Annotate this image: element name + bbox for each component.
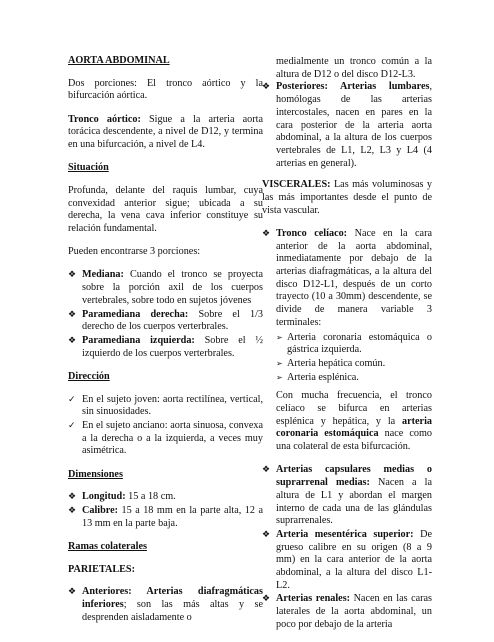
diamond-bullet-icon: ❖ <box>262 82 271 93</box>
renales-text: Nacen en las caras laterales de la aorta abdominal, un poco por debajo de la arteria <box>276 593 432 630</box>
diamond-bullet-icon: ❖ <box>68 270 77 281</box>
capsulares-label: Arterias capsulares medias o suprarrenal medias: <box>276 464 432 489</box>
arrow-bullet-icon: ➢ <box>276 332 283 342</box>
viscerales-text: Las más voluminosas y las más importantes desde el punto de vista vascular. <box>262 179 432 216</box>
porcion-label: Paramediana izquierda: <box>82 334 195 346</box>
mesenterica-label: Arteria mesentérica superior: <box>276 528 414 540</box>
viscerales-paragraph <box>262 179 432 217</box>
porcion-label: Mediana: <box>82 269 124 281</box>
list-item <box>262 593 432 631</box>
tronco-text: Sigue a la arteria aorta torácica descendente, a nivel de D12, y termina en una bifurcación, a nivel de L4. <box>68 113 263 151</box>
celiaco-text: Nace en la cara anterior de la aorta abdominal, inmediatamente por debajo de la arterias diafragmáticas, a la altura del disco D12-L1, después de un corto trayecto (10 a 30mm) descendente, se divide de manera variable 3 terminales: <box>276 227 432 328</box>
continuation-paragraph: medialmente un tronco común a la altura de D12 o del disco D12-L3. <box>276 56 432 80</box>
arrow-bullet-icon: ➢ <box>276 372 283 382</box>
diamond-bullet-icon: ❖ <box>262 465 271 476</box>
list-item <box>276 332 432 357</box>
frecuencia-bold: arteria coronaria estomáquica <box>276 415 432 440</box>
terminal-text: Arteria coronaria estomáquica o gástrica izquierda. <box>287 331 432 356</box>
frecuencia-text: Con mucha frecuencia, el tronco celíaco se bifurca en arterias esplénica y hepática, y la <box>276 390 432 427</box>
porcion-text: Cuando el tronco se proyecta sobre la porción axil de los cuerpos vertebrales, sobre todo en sujetos jóvenes <box>82 269 263 306</box>
list-item <box>68 309 263 334</box>
intro-paragraph: Dos porciones: El tronco aórtico y la bifurcación aórtica. <box>68 77 263 102</box>
diamond-bullet-icon: ❖ <box>262 594 271 605</box>
porciones-intro: Pueden encontrarse 3 porciones: <box>68 246 201 258</box>
frecuencia-text: nace como una colateral de esta bifurcación. <box>276 428 432 453</box>
dimension-text: 15 a 18 mm en la parte alta, 12 a 13 mm en la parte baja. <box>82 504 263 529</box>
diamond-bullet-icon: ❖ <box>68 335 77 346</box>
diamond-bullet-icon: ❖ <box>68 587 77 598</box>
posteriores-text: , homólogas de las arterias intercostales, nacen en pares en la cara posterior de la arteria aorta abdominal, a la altura de los cuerpos vertebrales de L1, L2, L3 y L4 (4 arterias en general). <box>276 81 432 169</box>
dimension-label: Longitud: <box>82 491 126 503</box>
parietales-list <box>68 586 263 624</box>
dimension-text: 15 a 18 cm. <box>125 491 176 503</box>
list-item <box>276 372 432 385</box>
list-item <box>262 81 432 170</box>
dimensiones-list <box>68 491 263 530</box>
posteriores-label: Posteriores: Arterias lumbares <box>276 81 430 93</box>
mesenterica-text: De grueso calibre en su origen (8 a 9 mm) en la cara anterior de la aorta abdominal, a la altura del disco L1-L2. <box>276 528 432 591</box>
direccion-heading: Dirección <box>68 370 110 382</box>
document-title: AORTA ABDOMINAL <box>68 55 170 66</box>
list-item <box>68 586 263 624</box>
direccion-text: En el sujeto joven: aorta rectilínea, vertical, sin sinuosidades. <box>82 393 263 418</box>
list-item <box>68 269 263 307</box>
renales-label: Arterias renales: <box>276 593 351 605</box>
tronco-label: Tronco aórtico: <box>68 113 141 125</box>
posteriores-list <box>262 81 432 170</box>
terminales-list <box>276 332 432 385</box>
tronco-paragraph <box>68 114 263 152</box>
situacion-paragraph: Profunda, delante del raquis lumbar, cuya convexidad anterior sigue; ubicada a su derecha, la vena cava inferior constituye su relación fundamental. <box>68 184 263 235</box>
list-item <box>68 420 263 458</box>
anteriores-label: Anteriores: Arterias diafragmáticas inferiores <box>82 586 263 610</box>
diamond-bullet-icon: ❖ <box>68 505 77 516</box>
anteriores-text: ; son las más altas y se desprenden aisladamente o <box>82 599 263 623</box>
terminal-text: Arteria hepática común. <box>287 357 386 369</box>
check-bullet-icon: ✓ <box>68 394 76 405</box>
dimensiones-heading: Dimensiones <box>68 468 123 480</box>
parietales-heading: PARIETALES: <box>68 563 135 575</box>
porciones-list <box>68 269 263 360</box>
arrow-bullet-icon: ➢ <box>276 358 283 368</box>
porcion-label: Paramediana derecha: <box>82 308 189 320</box>
list-item <box>68 335 263 360</box>
porcion-text: Sobre el 1/3 derecho de los cuerpos verterbrales. <box>82 308 264 333</box>
dimension-label: Calibre: <box>82 504 119 516</box>
celiaco-list <box>262 228 432 384</box>
direccion-text: En el sujeto anciano: aorta sinuosa, convexa a la derecha o a la izquierda, a veces muy asimétrica. <box>82 419 263 457</box>
list-item <box>68 505 263 530</box>
frecuencia-paragraph <box>262 390 432 454</box>
list-item <box>262 228 432 384</box>
diamond-bullet-icon: ❖ <box>262 529 271 540</box>
direccion-list <box>68 394 263 459</box>
diamond-bullet-icon: ❖ <box>262 228 271 239</box>
ramas-heading: Ramas colaterales <box>68 540 147 552</box>
list-item <box>68 394 263 419</box>
viscerales-label: VISCERALES: <box>262 179 331 191</box>
list-item <box>68 491 263 504</box>
list-item <box>262 529 432 593</box>
right-column <box>262 56 432 642</box>
terminal-text: Arteria esplénica. <box>287 371 359 383</box>
visceral-branches-list <box>262 464 432 631</box>
left-column <box>68 55 263 635</box>
diamond-bullet-icon: ❖ <box>68 492 77 503</box>
check-bullet-icon: ✓ <box>68 420 76 431</box>
capsulares-text: Nacen a la altura de L1 y abordan el margen interno de cada una de las glándulas suprarrenales. <box>276 477 432 527</box>
porcion-text: Sobre el ½ izquierdo de los cuerpos verterbrales. <box>82 334 263 359</box>
list-item <box>262 464 432 528</box>
list-item <box>276 358 432 371</box>
celiaco-label: Tronco celíaco: <box>276 227 348 239</box>
situacion-heading: Situación <box>68 162 109 174</box>
diamond-bullet-icon: ❖ <box>68 309 77 320</box>
